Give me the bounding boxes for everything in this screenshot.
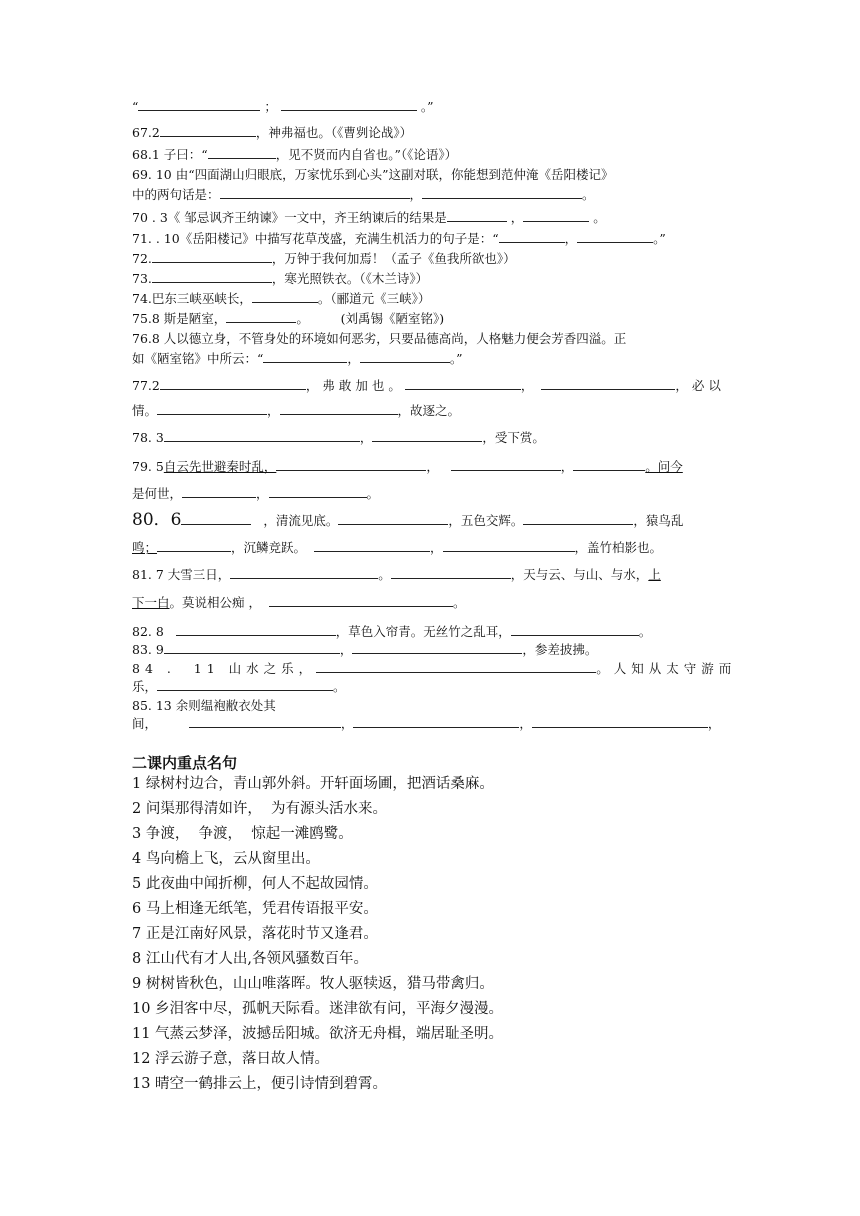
section-heading: 二课内重点名句 <box>132 754 238 772</box>
answer-blank[interactable] <box>360 350 450 363</box>
answer-blank[interactable] <box>338 512 448 525</box>
list-item: 8 江山代有才人出,各领风骚数百年。 <box>132 951 368 967</box>
list-item: 9 树树皆秋色，山山唯落晖。牧人驱犊返，猎马带禽归。 <box>132 976 494 992</box>
question-80-cont: 鸣； ，沉鳞竞跃。 ， ，盖竹柏影也。 <box>132 540 663 555</box>
question-67: 67.2 ，神弗福也。（《曹刿论战》） <box>132 125 413 140</box>
question-70: 70 . 3《 邹忌讽齐王纳谏》一文中，齐王纳谏后的结果是 ， 。 <box>132 210 606 225</box>
question-75: 75.8 斯是陋室， 。 (刘禹锡《陋室铭》) <box>132 311 445 326</box>
answer-blank[interactable] <box>164 429 360 442</box>
question-81: 81. 7 大雪三日， 。 ，天与云、与山、与水，上 <box>132 567 661 582</box>
answer-blank[interactable] <box>230 566 378 579</box>
answer-blank[interactable] <box>523 512 633 525</box>
answer-blank[interactable] <box>176 623 336 636</box>
answer-blank[interactable] <box>391 566 511 579</box>
question-line: “ ； 。” <box>132 99 434 114</box>
question-76-answer: 如《陋室铭》中所云：“ ， 。” <box>132 351 463 366</box>
question-77-cont: 情。 ， ，故逐之。 <box>132 403 461 418</box>
answer-blank[interactable] <box>157 678 333 691</box>
question-85-cont: 间， ， ， ， <box>132 716 721 731</box>
answer-blank[interactable] <box>447 209 507 222</box>
answer-blank[interactable] <box>314 539 430 552</box>
question-84: 84 . 11 山水之乐， 。人知从太守游而 <box>132 661 737 676</box>
answer-blank[interactable] <box>226 310 296 323</box>
answer-blank[interactable] <box>523 209 589 222</box>
answer-blank[interactable] <box>181 512 251 525</box>
answer-blank[interactable] <box>511 623 639 636</box>
answer-blank[interactable] <box>160 377 306 390</box>
answer-blank[interactable] <box>152 270 272 283</box>
answer-blank[interactable] <box>316 660 596 673</box>
answer-blank[interactable] <box>189 715 341 728</box>
list-item: 11 气蒸云梦泽，波撼岳阳城。欲济无舟楫，端居耻圣明。 <box>132 1026 504 1042</box>
list-item: 10 乡泪客中尽，孤帆天际看。迷津欲有问，平海夕漫漫。 <box>132 1001 504 1017</box>
question-71: 71. . 10《岳阳楼记》中描写花草茂盛，充满生机活力的句子是：“ ， 。” <box>132 231 666 246</box>
answer-blank[interactable] <box>352 641 522 654</box>
answer-blank[interactable] <box>541 377 675 390</box>
question-84-cont: 乐， 。 <box>132 679 346 694</box>
answer-blank[interactable] <box>577 230 653 243</box>
answer-blank[interactable] <box>220 186 410 199</box>
answer-blank[interactable] <box>152 250 272 263</box>
question-69-answer: 中的两句话是： ， 。 <box>132 187 595 202</box>
answer-blank[interactable] <box>160 124 256 137</box>
answer-blank[interactable] <box>269 594 453 607</box>
answer-blank[interactable] <box>405 377 521 390</box>
answer-blank[interactable] <box>138 98 260 111</box>
question-82: 82. 8 ，草色入帘青。无丝竹之乱耳， 。 <box>132 624 652 639</box>
answer-blank[interactable] <box>164 641 340 654</box>
question-76: 76.8 人以德立身，不管身处的环境如何恶劣，只要品德高尚，人格魅力便会芳香四溢。正 <box>132 331 627 346</box>
question-85: 85. 13 余则缊袍敝衣处其 <box>132 698 276 713</box>
answer-blank[interactable] <box>157 539 231 552</box>
question-81-cont: 下一白。莫说相公痴 ， 。 <box>132 595 466 610</box>
answer-blank[interactable] <box>276 458 426 471</box>
answer-blank[interactable] <box>252 290 318 303</box>
list-item: 4 鸟向檐上飞，云从窗里出。 <box>132 851 320 867</box>
question-72: 72. ，万钟于我何加焉！（孟子《鱼我所欲也》） <box>132 251 516 266</box>
answer-blank[interactable] <box>208 146 276 159</box>
question-83: 83. 9 ， ，参差披拂。 <box>132 642 598 657</box>
answer-blank[interactable] <box>499 230 565 243</box>
answer-blank[interactable] <box>443 539 575 552</box>
list-item: 5 此夜曲中闻折柳，何人不起故园情。 <box>132 876 378 892</box>
answer-blank[interactable] <box>451 458 561 471</box>
question-79: 79. 5自云先世避秦时乱， ， ， 。问今 <box>132 459 683 474</box>
answer-blank[interactable] <box>263 350 347 363</box>
answer-blank[interactable] <box>532 715 708 728</box>
question-79-cont: 是何世， ， 。 <box>132 486 380 501</box>
question-80: 80．6 ，清流见底。 ，五色交辉。 ，猿鸟乱 <box>132 510 684 530</box>
list-item: 3 争渡， 争渡， 惊起一滩鸥鹭。 <box>132 826 353 842</box>
question-78: 78. 3 ， ，受下赏。 <box>132 430 545 445</box>
question-77: 77.2 ，弗敢加也。 ， ，必以 <box>132 378 725 393</box>
question-68: 68.1 子曰：“ ，见不贤而内自省也。”（《论语》） <box>132 147 458 162</box>
answer-blank[interactable] <box>422 186 582 199</box>
answer-blank[interactable] <box>353 715 519 728</box>
list-item: 1 绿树村边合，青山郭外斜。开轩面场圃，把酒话桑麻。 <box>132 776 494 792</box>
list-item: 2 问渠那得清如许， 为有源头活水来。 <box>132 801 388 817</box>
answer-blank[interactable] <box>281 98 417 111</box>
list-item: 13 晴空一鹤排云上，便引诗情到碧霄。 <box>132 1076 388 1092</box>
answer-blank[interactable] <box>157 402 267 415</box>
answer-blank[interactable] <box>573 458 645 471</box>
question-74: 74.巴东三峡巫峡长， 。（郦道元《三峡》） <box>132 291 431 306</box>
question-69: 69. 10 由“四面湖山归眼底，万家忧乐到心头”这副对联，你能想到范仲淹《岳阳楼记》 <box>132 167 614 182</box>
list-item: 7 正是江南好风景，落花时节又逢君。 <box>132 926 378 942</box>
answer-blank[interactable] <box>372 429 482 442</box>
answer-blank[interactable] <box>182 485 256 498</box>
list-item: 6 马上相逢无纸笔，凭君传语报平安。 <box>132 901 378 917</box>
answer-blank[interactable] <box>280 402 398 415</box>
answer-blank[interactable] <box>269 485 367 498</box>
question-73: 73. ，寒光照铁衣。（《木兰诗》） <box>132 271 429 286</box>
list-item: 12 浮云游子意，落日故人情。 <box>132 1051 330 1067</box>
